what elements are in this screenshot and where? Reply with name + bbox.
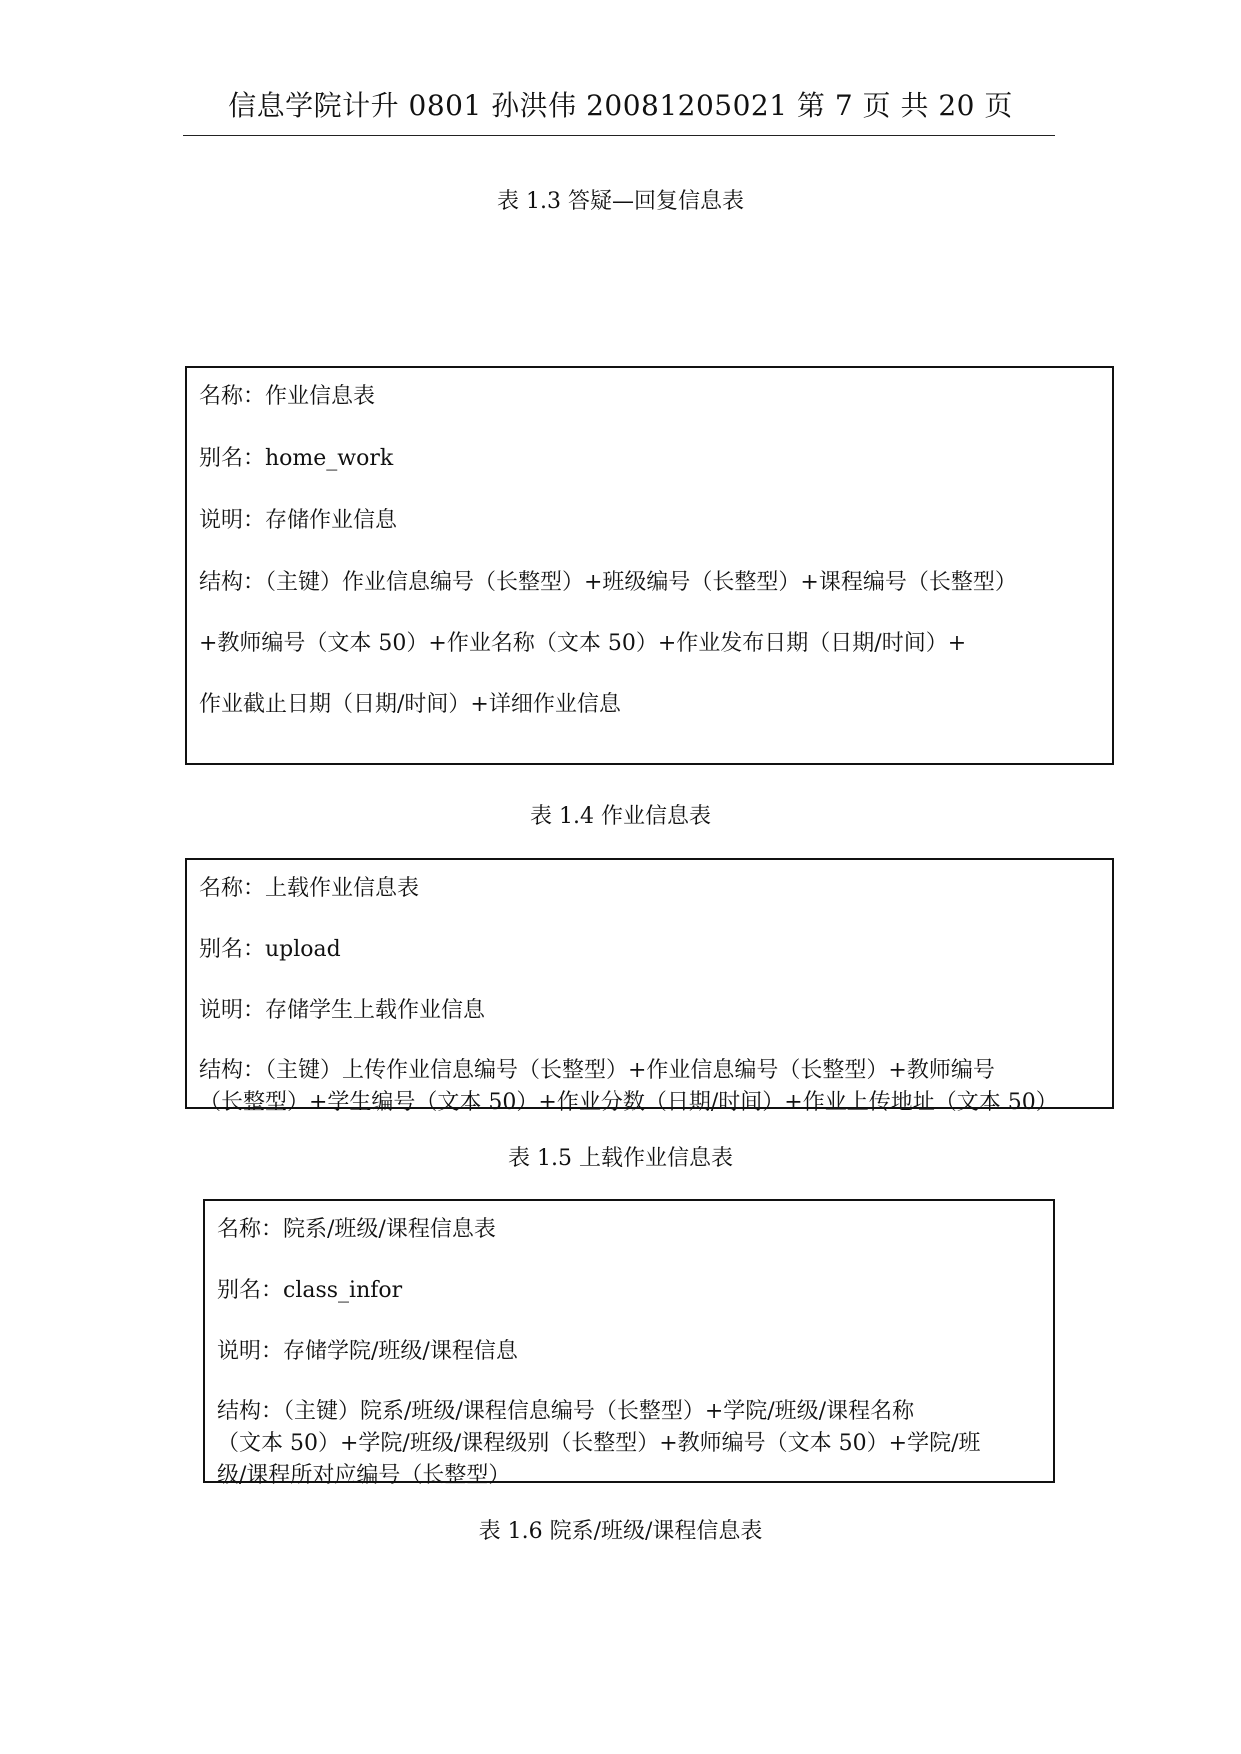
caption-table-1-3: 表 1.3 答疑—回复信息表	[497, 189, 744, 214]
caption-table-1-6: 表 1.6 院系/班级/课程信息表	[478, 1519, 763, 1544]
table-description: 说明：存储学院/班级/课程信息	[217, 1339, 518, 1364]
table-structure-line: （文本 50）+学院/班级/课程级别（长整型）+教师编号（文本 50）+学院/班	[217, 1431, 981, 1456]
page-header: 信息学院计升 0801 孙洪伟 20081205021 第 7 页 共 20 页	[228, 89, 1013, 122]
table-name: 名称：上载作业信息表	[199, 876, 420, 901]
table-structure-line: 结构：（主键）作业信息编号（长整型）+班级编号（长整型）+课程编号（长整型）	[199, 570, 1017, 595]
header-divider	[183, 135, 1055, 136]
table-structure-line: 结构：（主键）院系/班级/课程信息编号（长整型）+学院/班级/课程名称	[217, 1399, 915, 1424]
table-box-upload	[185, 858, 1114, 1115]
table-alias: 别名：home_work	[199, 446, 394, 471]
table-structure-line: 结构：（主键）上传作业信息编号（长整型）+作业信息编号（长整型）+教师编号	[199, 1058, 995, 1083]
table-alias: 别名：class_infor	[217, 1278, 403, 1303]
caption-table-1-5: 表 1.5 上载作业信息表	[508, 1146, 733, 1171]
table-structure-line: 作业截止日期（日期/时间）+详细作业信息	[199, 692, 621, 717]
table-alias: 别名：upload	[199, 937, 341, 962]
table-structure-line: +教师编号（文本 50）+作业名称（文本 50）+作业发布日期（日期/时间）+	[199, 631, 967, 656]
table-description: 说明：存储作业信息	[199, 508, 398, 533]
table-structure-line: （长整型）+学生编号（文本 50）+作业分数（日期/时间）+作业上传地址（文本 50）	[199, 1090, 1058, 1115]
table-name: 名称：院系/班级/课程信息表	[217, 1217, 496, 1242]
table-name: 名称：作业信息表	[199, 384, 376, 409]
table-description: 说明：存储学生上载作业信息	[199, 998, 486, 1023]
table-box-class-infor	[203, 1199, 1055, 1488]
table-structure-line: 级/课程所对应编号（长整型）	[217, 1463, 511, 1488]
caption-table-1-4: 表 1.4 作业信息表	[530, 804, 711, 829]
table-box-home-work	[185, 366, 1114, 765]
